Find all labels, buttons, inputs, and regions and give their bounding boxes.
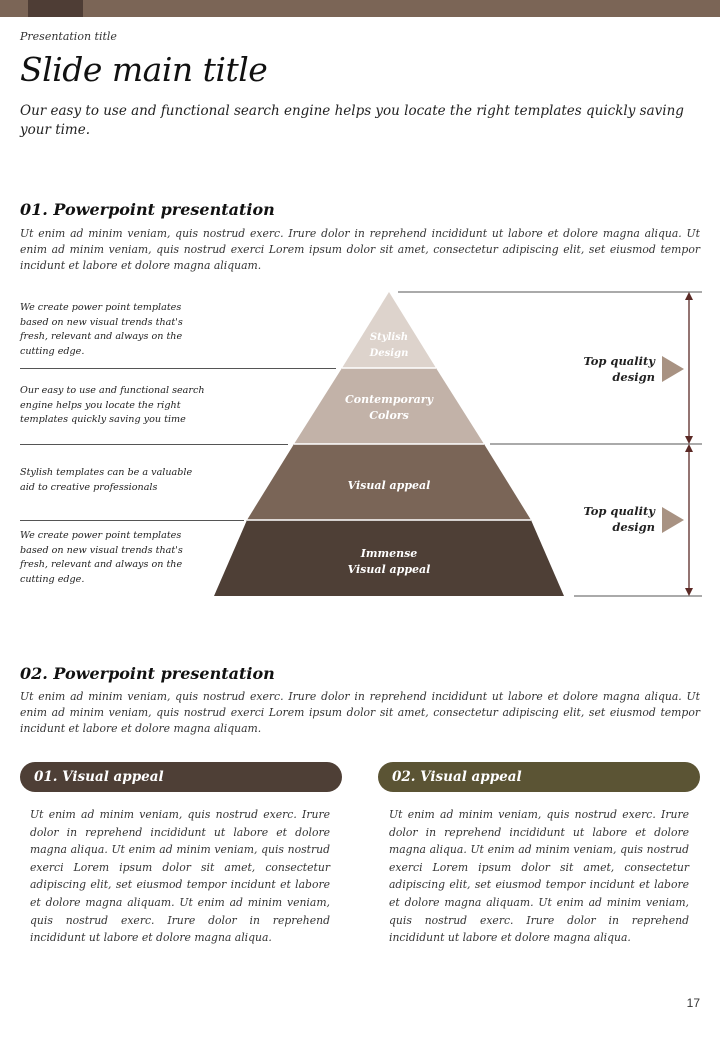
tier-1-label xyxy=(289,330,489,362)
triangle-marker-bottom xyxy=(662,507,684,533)
tier-1-line-1: Stylish xyxy=(369,332,409,343)
top-quality-label-1 xyxy=(555,353,655,385)
page-number: 17 xyxy=(686,996,700,1010)
pyramid-note-3: Stylish templates can be a valuable aid to creative professionals xyxy=(20,467,193,493)
slide-title: Slide main title xyxy=(20,50,268,89)
tier-2-line-1: Contemporary xyxy=(345,393,433,406)
tier-4-line-2: Visual appeal xyxy=(347,563,431,576)
section-1-body: Ut enim ad minim veniam, quis nostrud exerc. Irure dolor in reprehend incididunt ut labore et dolore magna aliqua. Ut enim ad minim veniam, quis nostrud exerci Lorem ipsum dolor sit amet, consectetur adipiscing elit, set eiusmod tempor incidunt et labore et dolore magna aliquam. xyxy=(20,227,700,272)
triangle-marker-top xyxy=(662,356,684,382)
tier-3-label xyxy=(289,478,489,494)
tier-4-line-1: Immense xyxy=(360,547,418,560)
tier-4-label xyxy=(289,546,489,578)
presentation-title: Presentation title xyxy=(20,30,117,43)
section-1-heading: 01. Powerpoint presentation xyxy=(20,200,275,219)
intro-text: Our easy to use and functional search engine helps you locate the right templates quickly saving your time. xyxy=(20,103,684,138)
pyramid-note-4: We create power point templates based on new visual trends that's fresh, relevant and always on the cutting edge. xyxy=(20,530,183,585)
top-quality-1-line-1: Top quality xyxy=(583,354,655,368)
column-2-text: Ut enim ad minim veniam, quis nostrud exerc. Irure dolor in reprehend incididunt ut labore et dolore magna aliqua. Ut enim ad minim veniam, quis nostrud exerci Lorem ipsum dolor sit amet, consectetur adipiscing elit, set eiusmod tempor incidunt et labore et dolore magna aliquam. Ut enim ad minim veniam, quis nostrud exerc. Irure dolor in reprehend incididunt ut labore et dolore magna aliqua. xyxy=(389,808,689,945)
top-quality-1-line-2: design xyxy=(612,370,655,384)
divider-line xyxy=(20,520,244,521)
top-quality-2-line-1: Top quality xyxy=(583,504,655,518)
pyramid-note-2: Our easy to use and functional search engine helps you locate the right templates quickly saving you time xyxy=(20,385,205,425)
column-2-header: 02. Visual appeal xyxy=(378,762,700,792)
bracket-arrow-bottom xyxy=(685,444,693,596)
top-quality-label-2 xyxy=(555,503,655,535)
divider-line xyxy=(20,368,336,369)
tier-2-line-2: Colors xyxy=(369,409,409,422)
tier-1-line-2: Design xyxy=(369,348,409,359)
tier-2-label xyxy=(289,392,489,424)
bracket-arrow-top xyxy=(685,292,693,444)
tier-3-line-1: Visual appeal xyxy=(347,479,431,492)
section-2-body: Ut enim ad minim veniam, quis nostrud exerc. Irure dolor in reprehend incididunt ut labore et dolore magna aliqua. Ut enim ad minim veniam, quis nostrud exerci Lorem ipsum dolor sit amet, consectetur adipiscing elit, set eiusmod tempor incidunt et labore et dolore magna aliquam. xyxy=(20,690,700,735)
divider-line xyxy=(20,444,288,445)
column-1-text: Ut enim ad minim veniam, quis nostrud exerc. Irure dolor in reprehend incididunt ut labore et dolore magna aliqua. Ut enim ad minim veniam, quis nostrud exerci Lorem ipsum dolor sit amet, consectetur adipiscing elit, set eiusmod tempor incidunt et labore et dolore magna aliquam. Ut enim ad minim veniam, quis nostrud exerc. Irure dolor in reprehend incididunt ut labore et dolore magna aliqua. xyxy=(30,808,330,945)
pyramid-note-1: We create power point templates based on new visual trends that's fresh, relevant and always on the cutting edge. xyxy=(20,302,183,357)
section-2-heading: 02. Powerpoint presentation xyxy=(20,664,275,683)
column-1-header: 01. Visual appeal xyxy=(20,762,342,792)
top-quality-2-line-2: design xyxy=(612,520,655,534)
